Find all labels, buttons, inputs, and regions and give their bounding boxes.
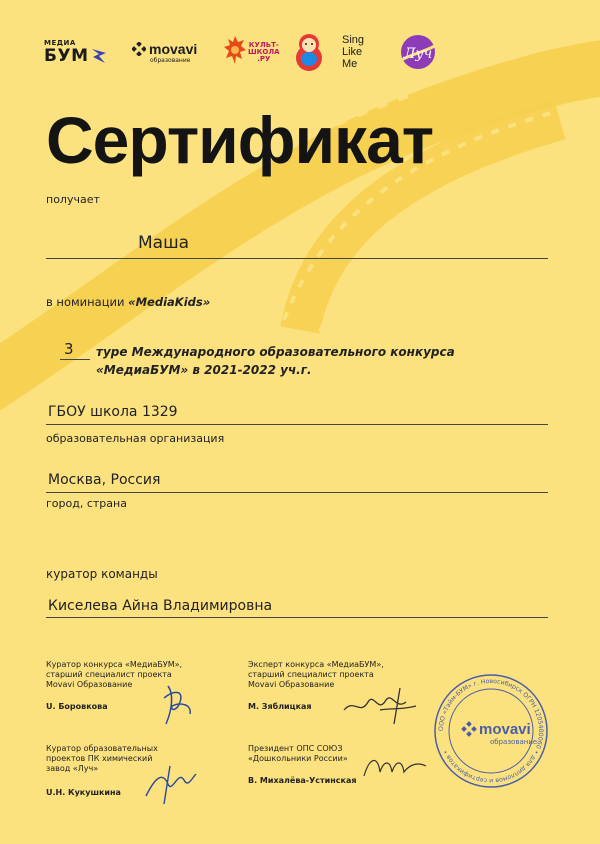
- signature-role-2-line1: Эксперт конкурса «МедиаБУМ»,: [248, 660, 384, 669]
- signature-2-handwriting: [340, 680, 420, 730]
- tour-line1: туре Международного образовательного конкурса: [96, 345, 455, 359]
- sing-logo-line2: Like: [342, 46, 363, 58]
- signature-role-2-line3: Movavi Образование: [248, 680, 335, 689]
- signature-role-3-line2: проектов ПК химический: [46, 754, 153, 763]
- mediabum-logo-small: МЕДИА: [44, 39, 76, 47]
- mediabum-logo-big: БУМ: [44, 46, 89, 66]
- nomination-prefix: в номинации: [46, 295, 129, 309]
- curator-label: куратор команды: [46, 567, 158, 581]
- city-label: город, страна: [46, 497, 127, 510]
- signature-1-handwriting: [150, 680, 200, 730]
- movavi-stamp: [432, 672, 550, 790]
- signature-name-3: U.Н. Кукушкина: [46, 788, 121, 797]
- kult-logo-line2: ШКОЛА: [248, 47, 280, 56]
- curator-value: Киселева Айна Владимировна: [48, 598, 273, 614]
- movavi-logo-sub: образование: [150, 56, 191, 64]
- curator-underline: [46, 617, 548, 618]
- matryoshka-logo: [294, 28, 330, 76]
- signature-role-2-line2: старший специалист проекта: [248, 670, 374, 679]
- stamp-flower-icon: [461, 721, 477, 737]
- movavi-logo: [132, 28, 212, 76]
- recipient-underline: [46, 258, 548, 259]
- sing-logo-line3: Me: [342, 58, 358, 70]
- signature-role-4-line1: Президент ОПС СОЮЗ: [248, 744, 343, 753]
- signature-4-handwriting: [360, 746, 430, 786]
- kult-shkola-logo: [224, 28, 286, 76]
- signature-name-2: М. Зяблицкая: [248, 702, 312, 711]
- organization-value: ГБОУ школа 1329: [48, 404, 178, 420]
- luch-logo-text: Луч: [403, 46, 433, 62]
- signature-role-1-line1: Куратор конкурса «МедиаБУМ»,: [46, 660, 183, 669]
- partner-logos: [44, 28, 564, 78]
- sing-like-me-logo: [342, 28, 382, 76]
- kult-logo-line1: КУЛЬТ-: [248, 40, 279, 49]
- organization-label: образовательная организация: [46, 432, 225, 445]
- sing-logo-line1: Sing: [342, 34, 365, 46]
- stamp-center-sub: образование: [490, 738, 538, 746]
- nomination-value: «MediaKids»: [128, 295, 211, 309]
- stamp-center-name: movavi: [479, 721, 531, 738]
- lightning-icon: [90, 47, 108, 65]
- city-underline: [46, 492, 548, 493]
- tour-number-underline: [60, 359, 90, 360]
- signature-role-3-line1: Куратор образовательных: [46, 744, 158, 753]
- signature-role-3-line3: завод «Луч»: [46, 764, 99, 773]
- city-value: Москва, Россия: [48, 472, 161, 488]
- signature-role-4: [248, 744, 348, 764]
- recipient-label: получает: [46, 193, 100, 206]
- luch-logo: [396, 28, 446, 76]
- tour-number: 3: [64, 340, 74, 358]
- signature-3-handwriting: [140, 760, 200, 806]
- matryoshka-icon: [294, 32, 324, 72]
- organization-underline: [46, 424, 548, 425]
- movavi-flower-icon: [132, 42, 146, 56]
- recipient-name: Маша: [138, 233, 190, 253]
- movavi-logo-name: movavi: [149, 40, 198, 57]
- signature-role-1-line3: Movavi Образование: [46, 680, 133, 689]
- kult-logo-line3: .РУ: [257, 54, 271, 63]
- certificate-title: Сертификат: [46, 103, 434, 177]
- stamp-ring-text: ООО «Тайм-БУМ» г. Новосибирск ОГРН 1205400060 • для дипломов и сертификатов •: [437, 677, 545, 785]
- signature-name-1: U. Боровкова: [46, 702, 108, 711]
- hedgehog-icon: [224, 34, 246, 70]
- signature-role-1-line2: старший специалист проекта: [46, 670, 172, 679]
- nomination-line: [46, 295, 210, 309]
- luch-logo-mark: [396, 32, 440, 72]
- mediabum-logo: [44, 28, 114, 76]
- signature-role-4-line2: «Дошкольники России»: [248, 754, 348, 763]
- tour-line2: «МедиаБУМ» в 2021-2022 уч.г.: [96, 363, 312, 377]
- signature-name-4: В. Михалёва-Устинская: [248, 776, 357, 785]
